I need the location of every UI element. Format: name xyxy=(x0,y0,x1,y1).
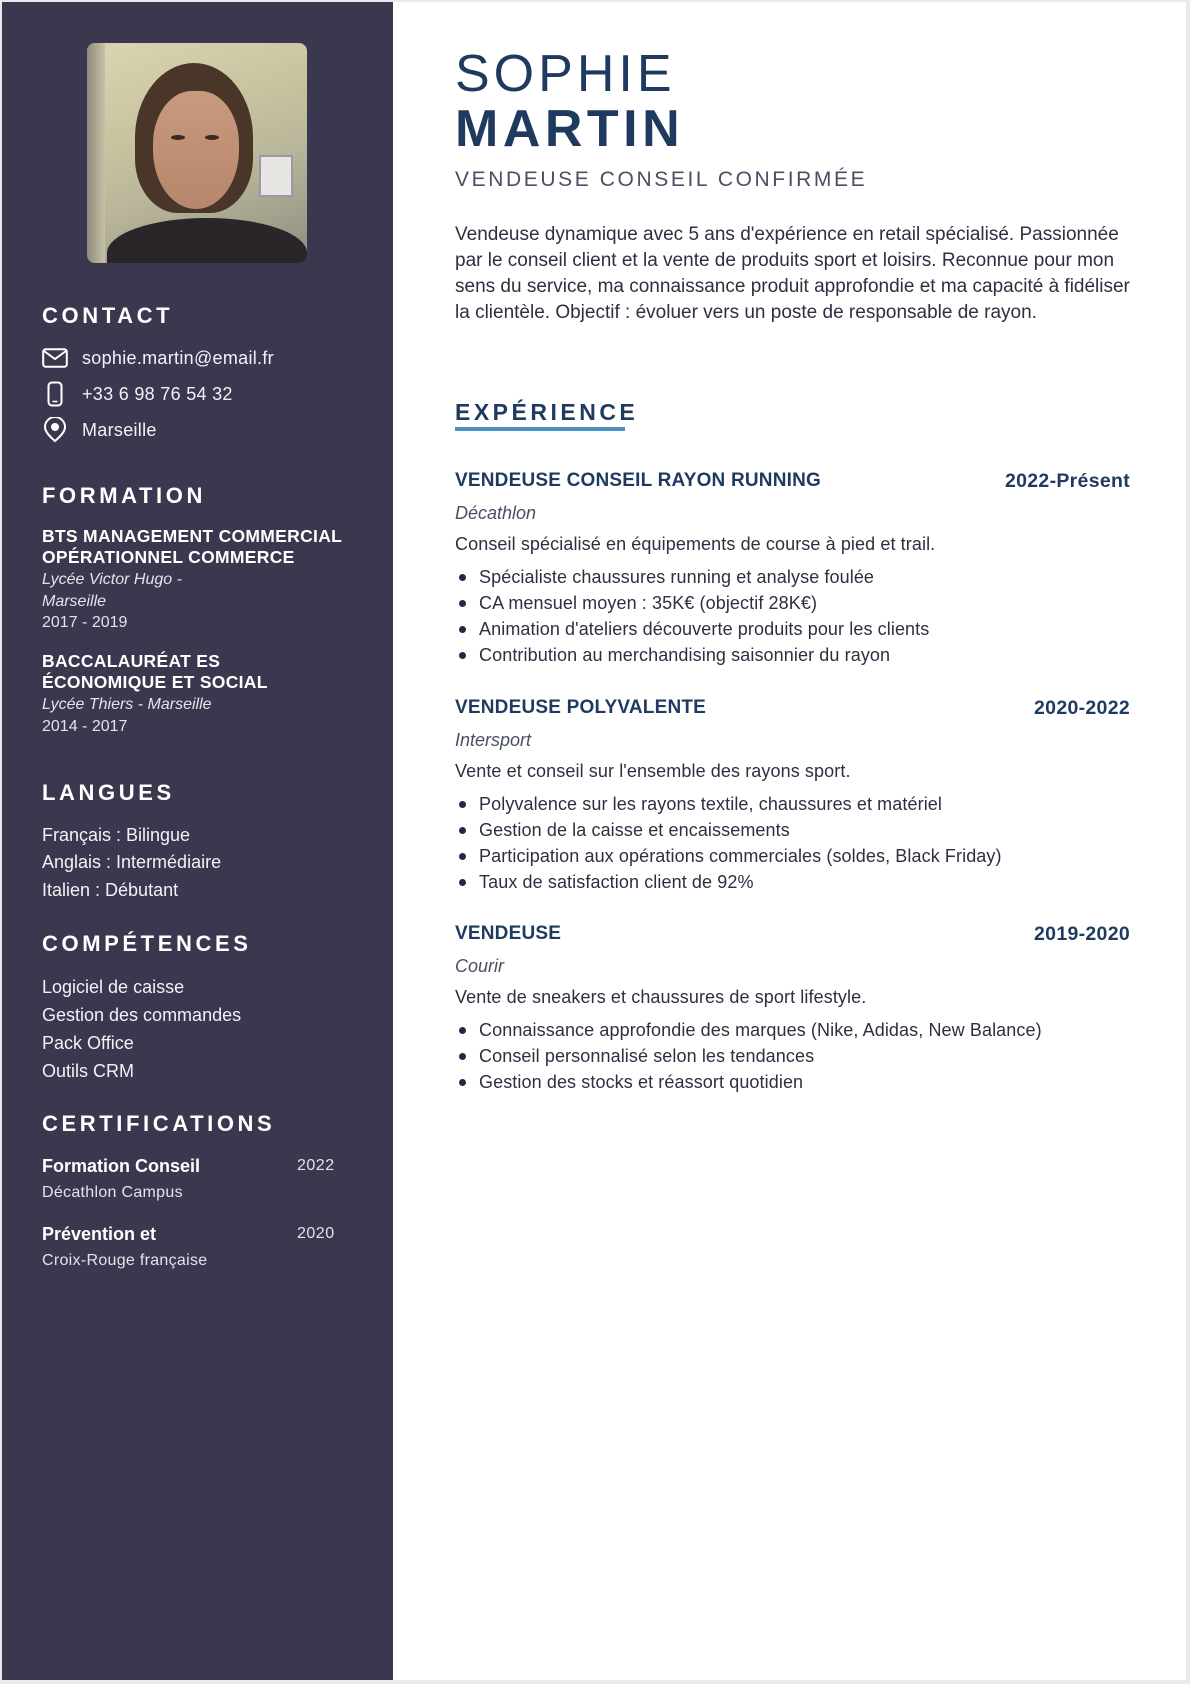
bullet-icon xyxy=(459,1079,466,1086)
job-description: Vente et conseil sur l'ensemble des rayons sport. xyxy=(455,761,851,781)
job-company: Courir xyxy=(455,956,505,976)
job-dates: 2020-2022 xyxy=(1034,697,1130,719)
job-description: Vente de sneakers et chaussures de sport lifestyle. xyxy=(455,987,867,1007)
envelope-icon xyxy=(42,345,68,371)
contact-heading: CONTACT xyxy=(42,303,174,328)
job-bullets xyxy=(455,564,1130,668)
list-item: Polyvalence sur les rayons textile, chaussures et matériel xyxy=(455,791,1130,817)
job-bullets xyxy=(455,1017,1130,1095)
bullet-icon xyxy=(459,801,466,808)
skill-item: Pack Office xyxy=(42,1033,134,1053)
education-title: BACCALAURÉAT ES ÉCONOMIQUE ET SOCIAL xyxy=(42,651,268,692)
job-dates: 2019-2020 xyxy=(1034,923,1130,945)
wall-frame xyxy=(259,155,293,197)
bullet-icon xyxy=(459,1053,466,1060)
list-item: Connaissance approfondie des marques (Nike, Adidas, New Balance) xyxy=(455,1017,1130,1043)
bullet-icon xyxy=(459,600,466,607)
certification-title: Prévention et xyxy=(42,1224,157,1244)
job-title-subtitle: VENDEUSE CONSEIL CONFIRMÉE xyxy=(455,168,868,191)
education-title: BTS MANAGEMENT COMMERCIAL OPÉRATIONNEL COMMERCE xyxy=(42,526,342,567)
job-title: VENDEUSE POLYVALENTE xyxy=(455,697,707,718)
education-years: 2014 - 2017 xyxy=(42,718,128,735)
experience-entry xyxy=(455,696,1130,895)
skill-item: Logiciel de caisse xyxy=(42,977,185,997)
job-title: VENDEUSE CONSEIL RAYON RUNNING xyxy=(455,470,822,491)
language-item: Anglais : Intermédiaire xyxy=(42,852,222,872)
bullet-icon xyxy=(459,853,466,860)
profile-summary: Vendeuse dynamique avec 5 ans d'expérience en retail spécialisé. Passionnée par le conseil client et la vente de produits sport et loisirs. Reconnue pour mon sens du service, ma connaissance produit approfondie et ma capacité à fidéliser la clientèle. Objectif : évoluer vers un poste de responsable de rayon. xyxy=(455,224,1130,323)
formation-heading: FORMATION xyxy=(42,483,206,508)
phone-text: +33 6 98 76 54 32 xyxy=(82,383,233,404)
experience-entry xyxy=(455,469,1130,668)
bullet-icon xyxy=(459,652,466,659)
first-name: SOPHIE xyxy=(455,45,676,103)
bullet-icon xyxy=(459,827,466,834)
resume-page xyxy=(2,2,1186,1680)
profile-photo xyxy=(87,43,307,263)
email-text: sophie.martin@email.fr xyxy=(82,347,274,368)
competences-heading: COMPÉTENCES xyxy=(42,931,252,956)
bullet-icon xyxy=(459,626,466,633)
list-item: Gestion des stocks et réassort quotidien xyxy=(455,1069,1130,1095)
phone-icon xyxy=(42,381,68,407)
bullet-icon xyxy=(459,879,466,886)
sidebar xyxy=(2,2,393,1680)
certification-title: Formation Conseil xyxy=(42,1156,201,1176)
experience-heading: EXPÉRIENCE xyxy=(455,399,639,425)
list-item: Spécialiste chaussures running et analyse foulée xyxy=(455,564,1130,590)
certification-year: 2020 xyxy=(297,1225,335,1242)
language-item: Italien : Débutant xyxy=(42,880,179,900)
list-item: Participation aux opérations commerciales (soldes, Black Friday) xyxy=(455,843,1130,869)
contact-location xyxy=(42,417,157,443)
skill-item: Gestion des commandes xyxy=(42,1005,242,1025)
education-school: Lycée Victor Hugo - Marseille xyxy=(42,571,182,610)
heading-underline xyxy=(455,427,625,431)
experience-entry xyxy=(455,922,1130,1095)
education-school: Lycée Thiers - Marseille xyxy=(42,696,212,713)
list-item: Gestion de la caisse et encaissements xyxy=(455,817,1130,843)
list-item: Contribution au merchandising saisonnier du rayon xyxy=(455,642,1130,668)
certification-org: Décathlon Campus xyxy=(42,1184,183,1201)
job-company: Décathlon xyxy=(455,503,537,523)
list-item: Taux de satisfaction client de 92% xyxy=(455,869,1130,895)
certification-year: 2022 xyxy=(297,1157,335,1174)
education-years: 2017 - 2019 xyxy=(42,614,128,631)
certification-org: Croix-Rouge française xyxy=(42,1252,208,1269)
location-text: Marseille xyxy=(82,419,157,440)
list-item: Animation d'ateliers découverte produits pour les clients xyxy=(455,616,1130,642)
job-company: Intersport xyxy=(455,730,532,750)
bullet-icon xyxy=(459,1027,466,1034)
contact-email[interactable] xyxy=(42,345,274,371)
langues-heading: LANGUES xyxy=(42,780,175,805)
contact-phone[interactable] xyxy=(42,381,233,407)
main-content xyxy=(393,2,1186,1680)
last-name: MARTIN xyxy=(455,100,685,158)
job-description: Conseil spécialisé en équipements de course à pied et trail. xyxy=(455,534,936,554)
bullet-icon xyxy=(459,574,466,581)
certifications-heading: CERTIFICATIONS xyxy=(42,1111,276,1136)
job-dates: 2022-Présent xyxy=(1004,470,1130,492)
job-title: VENDEUSE xyxy=(455,923,562,944)
list-item: CA mensuel moyen : 35K€ (objectif 28K€) xyxy=(455,590,1130,616)
language-item: Français : Bilingue xyxy=(42,825,191,845)
location-pin-icon xyxy=(42,417,68,443)
skill-item: Outils CRM xyxy=(42,1061,135,1081)
list-item: Conseil personnalisé selon les tendances xyxy=(455,1043,1130,1069)
job-bullets xyxy=(455,791,1130,895)
